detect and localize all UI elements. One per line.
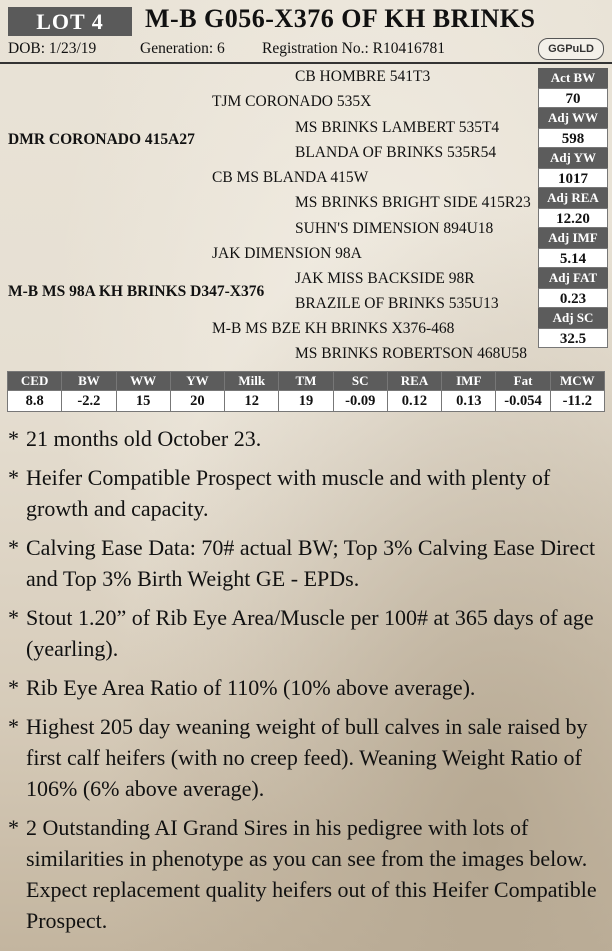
pedigree-sire-dam-dam: MS BRINKS BRIGHT SIDE 415R23 <box>295 194 531 211</box>
ggp-ld-logo: GGPuLD <box>538 38 604 60</box>
actual-data-value: 70 <box>538 88 608 108</box>
actual-data-value: 32.5 <box>538 328 608 348</box>
notes-list <box>8 423 608 944</box>
actual-data-value: 0.23 <box>538 288 608 308</box>
pedigree-sire: DMR CORONADO 415A27 <box>8 131 195 148</box>
pedigree-dam-sire-dam: JAK MISS BACKSIDE 98R <box>295 270 475 287</box>
epd-header: YW <box>170 372 224 391</box>
asterisk-icon: * <box>8 426 19 451</box>
note-item <box>8 672 608 703</box>
note-item <box>8 812 608 936</box>
animal-title: M-B G056-X376 OF KH BRINKS <box>145 4 536 33</box>
epd-value: -0.054 <box>496 391 550 412</box>
asterisk-icon: * <box>8 535 19 560</box>
epd-header: TM <box>279 372 333 391</box>
lot-badge: LOT 4 <box>8 7 132 36</box>
epd-value: 15 <box>116 391 170 412</box>
registration-number: Registration No.: R10416781 <box>262 40 445 57</box>
note-item <box>8 602 608 664</box>
pedigree-dam-sire: JAK DIMENSION 98A <box>212 245 362 262</box>
actual-data-label: Adj FAT <box>538 268 608 288</box>
note-text: Calving Ease Data: 70# actual BW; Top 3% Calving Ease Direct and Top 3% Birth Weight GE - EPDs. <box>26 535 596 591</box>
epd-value: -11.2 <box>550 391 604 412</box>
actual-data-panel <box>538 68 608 348</box>
actual-data-label: Adj WW <box>538 108 608 128</box>
asterisk-icon: * <box>8 675 19 700</box>
epd-header: SC <box>333 372 387 391</box>
epd-header: MCW <box>550 372 604 391</box>
epd-header: Milk <box>225 372 279 391</box>
epd-table <box>7 371 605 412</box>
actual-data-label: Adj YW <box>538 148 608 168</box>
pedigree-sire-sire-dam: MS BRINKS LAMBERT 535T4 <box>295 119 500 136</box>
header-divider <box>0 62 612 64</box>
actual-data-label: Adj REA <box>538 188 608 208</box>
actual-data-label: Adj SC <box>538 308 608 328</box>
epd-value: -2.2 <box>62 391 116 412</box>
note-text: 2 Outstanding AI Grand Sires in his pedigree with lots of similarities in phenotype as you can see from the images below. Expect replacement quality heifers out of this Heifer Compatible Prospect. <box>26 815 597 933</box>
actual-data-value: 1017 <box>538 168 608 188</box>
generation: Generation: 6 <box>140 40 225 57</box>
asterisk-icon: * <box>8 465 19 490</box>
pedigree-dam-dam-sire: BRAZILE OF BRINKS 535U13 <box>295 295 499 312</box>
epd-value: 0.13 <box>442 391 496 412</box>
epd-value: 0.12 <box>387 391 441 412</box>
note-item <box>8 462 608 524</box>
epd-value: 12 <box>225 391 279 412</box>
epd-value: 8.8 <box>8 391 62 412</box>
pedigree-dam-dam: M-B MS BZE KH BRINKS X376-468 <box>212 320 455 337</box>
note-text: Stout 1.20” of Rib Eye Area/Muscle per 100# at 365 days of age (yearling). <box>26 605 594 661</box>
asterisk-icon: * <box>8 714 19 739</box>
dob: DOB: 1/23/19 <box>8 40 97 57</box>
note-text: Rib Eye Area Ratio of 110% (10% above average). <box>26 675 476 700</box>
epd-value: 19 <box>279 391 333 412</box>
pedigree-sire-sire: TJM CORONADO 535X <box>212 93 372 110</box>
pedigree-dam-dam-dam: MS BRINKS ROBERTSON 468U58 <box>295 345 528 362</box>
asterisk-icon: * <box>8 815 19 840</box>
epd-value: 20 <box>170 391 224 412</box>
pedigree-sire-dam: CB MS BLANDA 415W <box>212 169 369 186</box>
epd-header: WW <box>116 372 170 391</box>
note-item <box>8 532 608 594</box>
note-item <box>8 423 608 454</box>
epd-header: IMF <box>442 372 496 391</box>
pedigree-dam-sire-sire: SUHN'S DIMENSION 894U18 <box>295 220 494 237</box>
actual-data-value: 5.14 <box>538 248 608 268</box>
pedigree-sire-sire-sire: CB HOMBRE 541T3 <box>295 68 431 85</box>
epd-header-row <box>8 372 605 391</box>
note-item <box>8 711 608 804</box>
note-text: 21 months old October 23. <box>26 426 262 451</box>
epd-header: Fat <box>496 372 550 391</box>
note-text: Highest 205 day weaning weight of bull calves in sale raised by first calf heifers (with no creep feed). Weaning Weight Ratio of 106% (6% above average). <box>26 714 588 801</box>
epd-value-row <box>8 391 605 412</box>
epd-value: -0.09 <box>333 391 387 412</box>
epd-header: REA <box>387 372 441 391</box>
actual-data-value: 598 <box>538 128 608 148</box>
actual-data-label: Adj IMF <box>538 228 608 248</box>
actual-data-label: Act BW <box>538 68 608 88</box>
epd-header: CED <box>8 372 62 391</box>
epd-header: BW <box>62 372 116 391</box>
actual-data-value: 12.20 <box>538 208 608 228</box>
asterisk-icon: * <box>8 605 19 630</box>
pedigree-dam: M-B MS 98A KH BRINKS D347-X376 <box>8 283 265 300</box>
pedigree-sire-dam-sire: BLANDA OF BRINKS 535R54 <box>295 144 497 161</box>
note-text: Heifer Compatible Prospect with muscle and with plenty of growth and capacity. <box>26 465 551 521</box>
